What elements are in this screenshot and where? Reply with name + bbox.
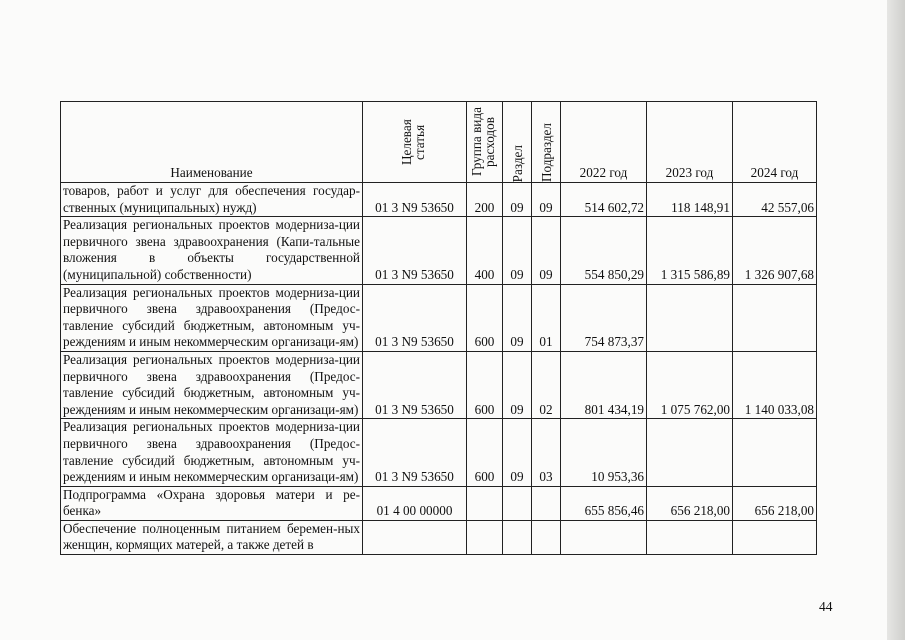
cell-2024: 656 218,00 [733, 486, 817, 520]
cell-subsection: 03 [532, 419, 561, 486]
cell-expense-group: 400 [467, 217, 503, 284]
cell-2024: 1 326 907,68 [733, 217, 817, 284]
cell-target-article: 01 3 N9 53650 [363, 419, 467, 486]
table-row [61, 351, 817, 418]
table-row [61, 419, 817, 486]
header-section-cell [503, 102, 532, 183]
table-row [61, 183, 817, 217]
cell-expense-group [467, 520, 503, 554]
header-subsection-cell [532, 102, 561, 183]
header-expense-group-cell [467, 102, 503, 183]
cell-2022: 514 602,72 [561, 183, 647, 217]
cell-subsection [532, 486, 561, 520]
header-2024: 2024 год [733, 102, 817, 183]
cell-2024: 1 140 033,08 [733, 351, 817, 418]
cell-section: 09 [503, 183, 532, 217]
table-row [61, 520, 817, 554]
cell-section: 09 [503, 217, 532, 284]
header-2022: 2022 год [561, 102, 647, 183]
header-2023: 2023 год [647, 102, 733, 183]
cell-2024 [733, 520, 817, 554]
cell-2023 [647, 419, 733, 486]
cell-name: Обеспечение полноценным питанием беремен-ных женщин, кормящих матерей, а также детей в [61, 520, 363, 554]
cell-section: 09 [503, 284, 532, 351]
cell-2023: 118 148,91 [647, 183, 733, 217]
header-section: Раздел [509, 144, 525, 182]
cell-target-article: 01 4 00 00000 [363, 486, 467, 520]
cell-name: Подпрограмма «Охрана здоровья матери и ре-бенка» [61, 486, 363, 520]
cell-subsection: 02 [532, 351, 561, 418]
page-number: 44 [819, 599, 833, 614]
cell-2024: 42 557,06 [733, 183, 817, 217]
cell-section: 09 [503, 351, 532, 418]
cell-name: товаров, работ и услуг для обеспечения государ-ственных (муниципальных) нужд) [61, 183, 363, 217]
cell-name: Реализация региональных проектов модерниза-ции первичного звена здравоохранения (Капи-тальные вложения в объекты государственной (муниципальной) собственности) [61, 217, 363, 284]
cell-target-article: 01 3 N9 53650 [363, 217, 467, 284]
cell-2024 [733, 419, 817, 486]
cell-2024 [733, 284, 817, 351]
header-subsection: Подраздел [538, 122, 554, 182]
cell-2022 [561, 520, 647, 554]
cell-target-article: 01 3 N9 53650 [363, 351, 467, 418]
header-target-article-cell [363, 102, 467, 183]
cell-2023: 656 218,00 [647, 486, 733, 520]
cell-2022: 554 850,29 [561, 217, 647, 284]
cell-subsection: 09 [532, 183, 561, 217]
table-header-row [61, 102, 817, 183]
cell-2022: 10 953,36 [561, 419, 647, 486]
cell-expense-group: 600 [467, 351, 503, 418]
table-row [61, 486, 817, 520]
header-name: Наименование [61, 102, 363, 183]
cell-subsection: 09 [532, 217, 561, 284]
cell-target-article: 01 3 N9 53650 [363, 284, 467, 351]
cell-2022: 655 856,46 [561, 486, 647, 520]
cell-2023: 1 315 586,89 [647, 217, 733, 284]
cell-subsection: 01 [532, 284, 561, 351]
cell-target-article: 01 3 N9 53650 [363, 183, 467, 217]
budget-table [60, 101, 817, 555]
table-row [61, 284, 817, 351]
table-row [61, 217, 817, 284]
cell-expense-group: 600 [467, 284, 503, 351]
cell-expense-group: 600 [467, 419, 503, 486]
cell-2023: 1 075 762,00 [647, 351, 733, 418]
cell-expense-group: 200 [467, 183, 503, 217]
cell-expense-group [467, 486, 503, 520]
cell-2023 [647, 520, 733, 554]
cell-name: Реализация региональных проектов модерниза-ции первичного звена здравоохранения (Предос-тавление субсидий бюджетным, автономным уч-реждениям и иным некоммерческим организаци-ям) [61, 284, 363, 351]
cell-section: 09 [503, 419, 532, 486]
header-expense-group: Группа вида расходов [468, 107, 497, 177]
cell-name: Реализация региональных проектов модерниза-ции первичного звена здравоохранения (Предос-тавление субсидий бюджетным, автономным уч-реждениям и иным некоммерческим организаци-ям) [61, 351, 363, 418]
cell-section [503, 486, 532, 520]
cell-2023 [647, 284, 733, 351]
cell-2022: 801 434,19 [561, 351, 647, 418]
page-edge-shadow [887, 0, 905, 640]
cell-target-article [363, 520, 467, 554]
cell-subsection [532, 520, 561, 554]
cell-name: Реализация региональных проектов модерниза-ции первичного звена здравоохранения (Предос-тавление субсидий бюджетным, автономным уч-реждениям и иным некоммерческим организаци-ям) [61, 419, 363, 486]
cell-section [503, 520, 532, 554]
header-target-article: Целевая статья [398, 119, 427, 165]
cell-2022: 754 873,37 [561, 284, 647, 351]
